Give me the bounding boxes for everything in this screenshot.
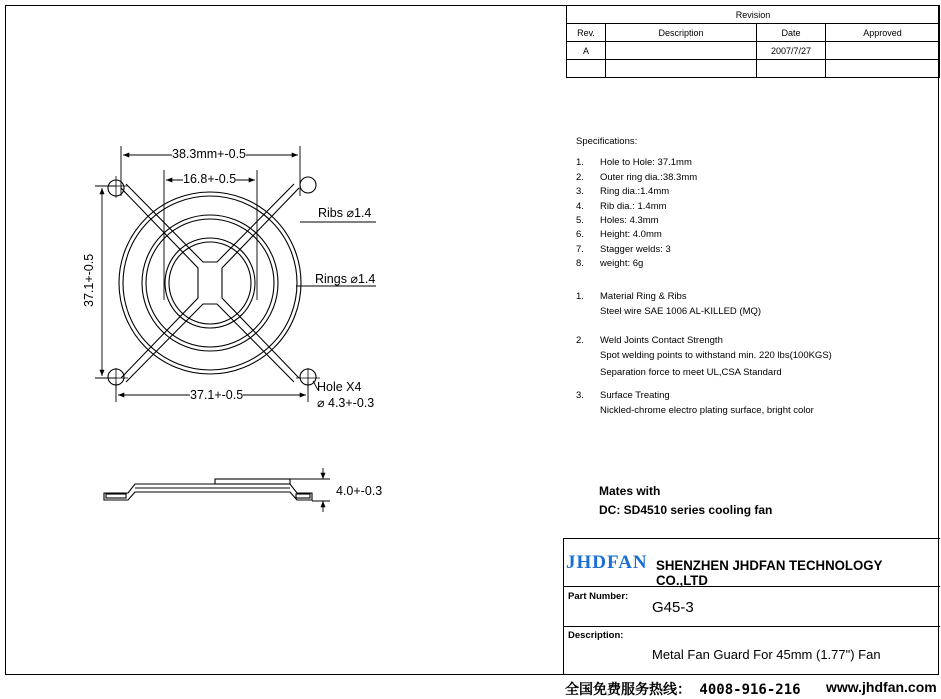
revision-title: Revision — [567, 6, 940, 24]
description-cell — [606, 60, 757, 78]
part-number: G45-3 — [652, 599, 694, 616]
revision-table — [566, 5, 940, 78]
hole-diameter-label: ⌀ 4.3+-0.3 — [317, 396, 375, 410]
spec-item: 5. Holes: 4.3mm — [576, 215, 659, 227]
spec-item: 2. Outer ring dia.:38.3mm — [576, 171, 698, 183]
rev-cell — [567, 60, 606, 78]
bottom-hole-dimension: 37.1+-0.5 — [190, 388, 244, 402]
inner-ring-dimension: 16.8+-0.5 — [183, 172, 237, 186]
website-text: www.jhdfan.com — [826, 679, 937, 695]
note-weld: 2. Weld Joints Contact Strength Spot welding points to withstand min. 220 lbs(100KGS) Separation force to meet UL,CSA Standard — [576, 335, 832, 378]
specifications — [576, 135, 697, 272]
note-surface: 3. Surface Treating Nickled-chrome electro plating surface, bright color — [576, 390, 814, 416]
rings-dimension: Rings ⌀1.4 — [315, 272, 376, 286]
spec-item: 6. Height: 4.0mm — [576, 229, 662, 241]
spec-item: 1. Hole to Hole: 37.1mm — [576, 157, 692, 169]
rev-cell: A — [567, 42, 606, 60]
date-header: Date — [757, 24, 826, 42]
description-header: Description — [606, 24, 757, 42]
spec-heading: Specifications: — [576, 136, 638, 147]
spec-item: 8. weight: 6g — [576, 258, 644, 270]
outer-ring-dimension: 38.3mm+-0.5 — [172, 147, 246, 161]
mates-with-fan: DC: SD4510 series cooling fan — [599, 503, 773, 517]
approved-cell — [826, 42, 940, 60]
approved-cell — [826, 60, 940, 78]
description-cell — [606, 42, 757, 60]
note-material: 1. Material Ring & Ribs Steel wire SAE 1006 AL-KILLED (MQ) — [576, 291, 762, 317]
part-number-label: Part Number: — [568, 591, 629, 602]
ribs-dimension: Ribs ⌀1.4 — [318, 206, 372, 220]
hotline-text: 全国免费服务热线： 4008-916-216 — [565, 682, 801, 698]
spec-item: 4. Rib dia.: 1.4mm — [576, 200, 667, 212]
approved-header: Approved — [826, 24, 940, 42]
rev-header: Rev. — [567, 24, 606, 42]
spec-item: 3. Ring dia.:1.4mm — [576, 186, 670, 198]
part-description: Metal Fan Guard For 45mm (1.77") Fan — [652, 647, 881, 662]
date-cell: 2007/7/27 — [757, 42, 826, 60]
date-cell — [757, 60, 826, 78]
footer — [0, 677, 941, 699]
company-name: SHENZHEN JHDFAN TECHNOLOGY CO.,LTD — [656, 558, 883, 588]
vertical-hole-dimension: 37.1+-0.5 — [82, 253, 96, 307]
company-logo: JHDFAN — [566, 552, 648, 573]
hole-count-label: Hole X4 — [317, 380, 362, 394]
mates-with-label: Mates with — [599, 484, 661, 498]
height-dimension: 4.0+-0.3 — [336, 484, 383, 498]
spec-item: 7. Stagger welds: 3 — [576, 243, 671, 255]
description-label: Description: — [568, 630, 624, 641]
